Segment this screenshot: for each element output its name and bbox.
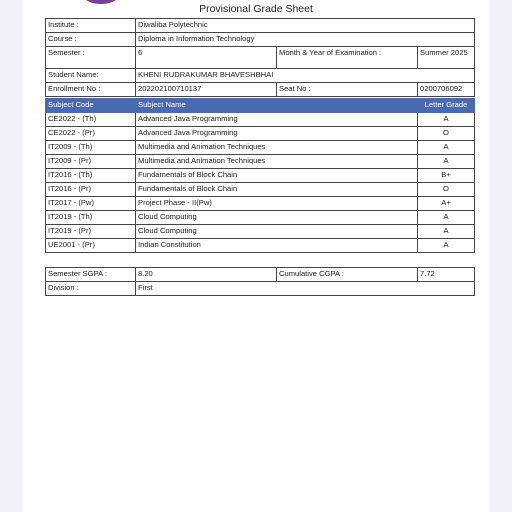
sgpa-value: 8.20 (136, 268, 277, 282)
subject-name: Cloud Computing (136, 211, 418, 225)
subject-code: IT2017 - (Pw) (46, 197, 136, 211)
semester-value: 6 (136, 47, 277, 69)
header-letter-grade: Letter Grade (418, 99, 475, 113)
subject-name: Project Phase - II(Pw) (136, 197, 418, 211)
subject-code: IT2009 - (Pr) (46, 155, 136, 169)
letter-grade: O (418, 127, 475, 141)
letter-grade: A (418, 211, 475, 225)
letter-grade: B+ (418, 169, 475, 183)
result-summary-table (45, 267, 475, 296)
subject-name: Advanced Java Programming (136, 127, 418, 141)
subject-code: IT2019 - (Pr) (46, 225, 136, 239)
grade-row (46, 155, 475, 169)
letter-grade: O (418, 183, 475, 197)
division-value: First (136, 282, 475, 296)
grade-row (46, 113, 475, 127)
grade-row (46, 169, 475, 183)
page-title: Provisional Grade Sheet (199, 3, 313, 15)
semester-label: Semester : (46, 47, 136, 69)
grade-row (46, 239, 475, 253)
subject-code: IT2016 - (Pr) (46, 183, 136, 197)
subject-name: Fundamentals of Block Chain (136, 183, 418, 197)
subject-code: IT2019 - (Th) (46, 211, 136, 225)
student-value: KHENI RUDRAKUMAR BHAVESHBHAI (136, 69, 475, 83)
enrollment-value: 202202100710137 (136, 83, 277, 97)
exam-label: Month & Year of Examination : (277, 47, 418, 69)
letter-grade: A (418, 113, 475, 127)
cgpa-value: 7.72 (418, 268, 475, 282)
grade-row (46, 211, 475, 225)
course-row (46, 33, 475, 47)
subject-code: IT2009 - (Th) (46, 141, 136, 155)
letter-grade: A+ (418, 197, 475, 211)
letter-grade: A (418, 239, 475, 253)
subject-code: UE2001 - (Pr) (46, 239, 136, 253)
subject-name: Multimedia and Animation Techniques (136, 155, 418, 169)
letter-grade: A (418, 225, 475, 239)
gpa-row (46, 268, 475, 282)
seat-value: 0200706092 (418, 83, 475, 97)
subject-name: Fundamentals of Block Chain (136, 169, 418, 183)
student-row (46, 69, 475, 83)
grade-row (46, 183, 475, 197)
subject-name: Indian Constitution (136, 239, 418, 253)
grade-row (46, 127, 475, 141)
cgpa-label: Cumulative CGPA : (277, 268, 418, 282)
subject-code: IT2016 - (Th) (46, 169, 136, 183)
subject-name: Multimedia and Animation Techniques (136, 141, 418, 155)
seat-label: Seat No : (277, 83, 418, 97)
enrollment-row (46, 83, 475, 97)
subject-name: Cloud Computing (136, 225, 418, 239)
header-subject-code: Subject Code (46, 99, 136, 113)
letter-grade: A (418, 155, 475, 169)
division-row (46, 282, 475, 296)
grades-table (45, 98, 475, 253)
grade-row (46, 141, 475, 155)
institute-value: Diwaliba Polytechnic (136, 19, 475, 33)
exam-value: Summer 2025 (418, 47, 475, 69)
subject-name: Advanced Java Programming (136, 113, 418, 127)
student-label: Student Name: (46, 69, 136, 83)
student-info-table (45, 18, 475, 97)
grades-header-row (46, 99, 475, 113)
sgpa-label: Semester SGPA : (46, 268, 136, 282)
semester-row (46, 47, 475, 69)
enrollment-label: Enrollment No : (46, 83, 136, 97)
course-label: Course : (46, 33, 136, 47)
institute-label: Institute : (46, 19, 136, 33)
institute-row (46, 19, 475, 33)
header-subject-name: Subject Name (136, 99, 418, 113)
grade-row (46, 225, 475, 239)
grade-row (46, 197, 475, 211)
course-value: Diploma in Information Technology (136, 33, 475, 47)
letter-grade: A (418, 141, 475, 155)
subject-code: CE2022 - (Pr) (46, 127, 136, 141)
subject-code: CE2022 - (Th) (46, 113, 136, 127)
division-label: Division : (46, 282, 136, 296)
